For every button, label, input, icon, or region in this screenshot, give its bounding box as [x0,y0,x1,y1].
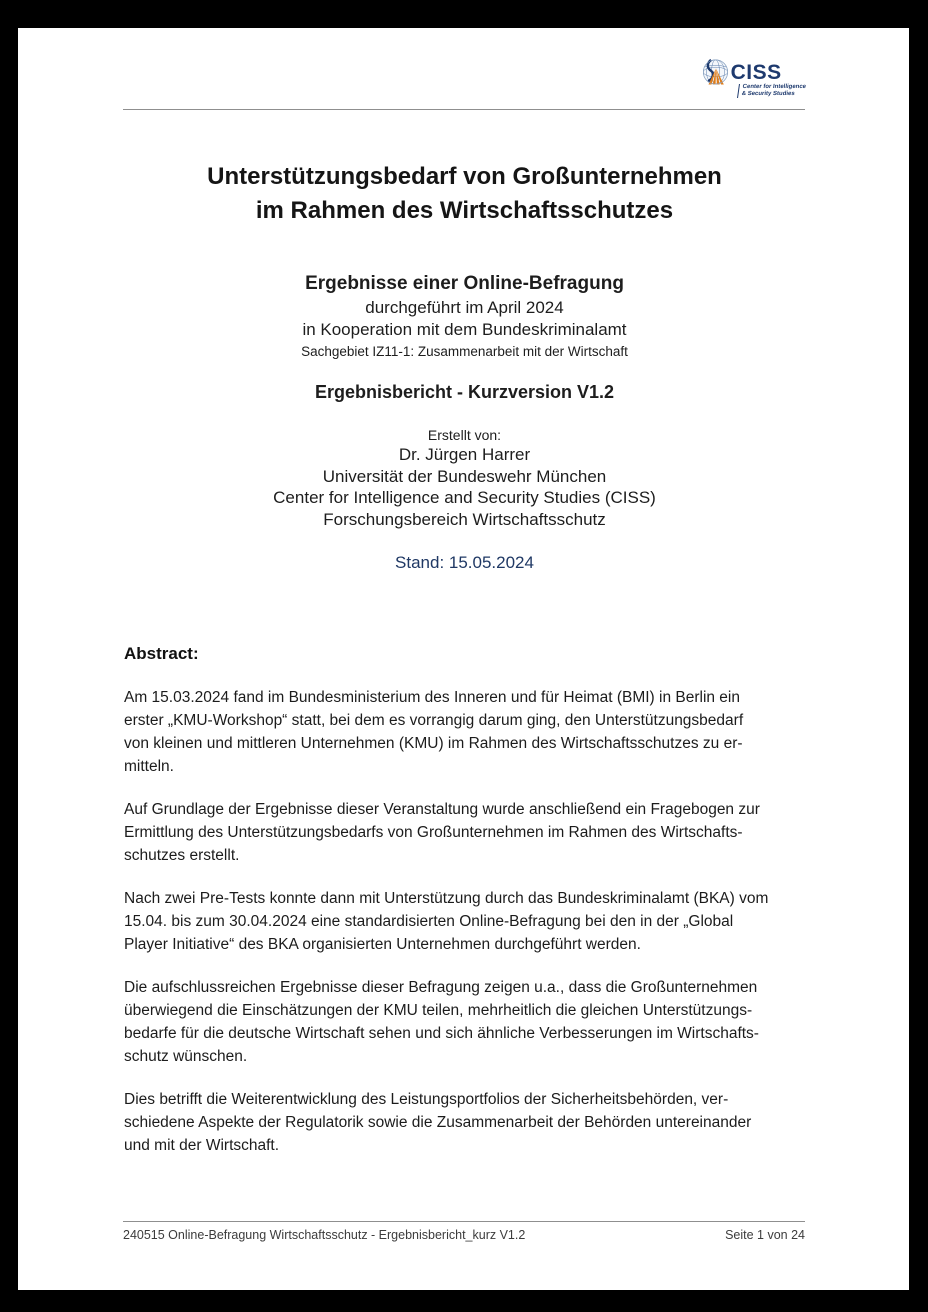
abstract-paragraph [124,976,805,1068]
abstract-text-line: von kleinen und mittleren Unternehmen (KMU) im Rahmen des Wirtschaftsschutzes zu er- [124,735,743,752]
author-name: Dr. Jürgen Harrer [398,445,531,464]
abstract-text-line: Ermittlung des Unterstützungsbedarfs von Großunternehmen im Rahmen des Wirtschafts- [124,824,743,841]
subtitle-block [124,272,805,361]
subtitle-cooperation: in Kooperation mit dem Bundeskriminalamt [302,320,627,339]
abstract-text-line: schutzes erstellt. [124,847,240,864]
logo-tagline-line2: & Security Studies [740,91,795,97]
page-footer [123,1221,805,1242]
abstract-text-line: mitteln. [124,758,174,775]
abstract-text-line: Dies betrifft die Weiterentwicklung des Leistungsportfolios der Sicherheitsbehörden, ver- [124,1091,729,1108]
abstract-text-line: Am 15.03.2024 fand im Bundesministerium des Inneren und für Heimat (BMI) in Berlin ein [124,689,740,706]
abstract-text-line: überwiegend die Einschätzungen der KMU teilen, mehrheitlich die gleichen Unterstützungs- [124,1002,753,1019]
report-version-heading: Ergebnisbericht - Kurzversion V1.2 [314,382,615,402]
footer-page-number: Seite 1 von 24 [725,1228,805,1242]
abstract-text-line: bedarfe für die deutsche Wirtschaft sehen und sich ähnliche Verbesserungen im Wirtschafts- [124,1025,759,1042]
logo-wordmark: CISS [730,61,782,84]
created-by-label: Erstellt von: [427,427,502,443]
logo-tagline-line1: Center for Intelligence [741,84,806,90]
abstract-paragraphs [124,686,805,1157]
page-title-line1: Unterstützungsbedarf von Großunternehmen [207,163,722,190]
footer-document-name: 240515 Online-Befragung Wirtschaftsschutz - Ergebnisbericht_kurz V1.2 [123,1228,526,1242]
subtitle-department: Sachgebiet IZ11-1: Zusammenarbeit mit der Wirtschaft [301,344,628,359]
page-title [124,160,805,228]
abstract-text-line: 15.04. bis zum 30.04.2024 eine standardisierten Online-Befragung bei den in der „Global [124,913,734,930]
abstract-text-line: Auf Grundlage der Ergebnisse dieser Veranstaltung wurde anschließend ein Fragebogen zur [124,801,760,818]
abstract-text-line: und mit der Wirtschaft. [124,1137,280,1154]
subtitle-conducted: durchgeführt im April 2024 [365,298,564,317]
affiliation-research-area: Forschungsbereich Wirtschaftsschutz [323,509,606,529]
report-date: Stand: 15.05.2024 [395,553,534,572]
affiliation-center: Center for Intelligence and Security Studies (CISS) [273,488,656,507]
abstract-paragraph [124,798,805,867]
abstract-text-line: Die aufschlussreichen Ergebnisse dieser Befragung zeigen u.a., dass die Großunternehmen [124,979,758,996]
abstract-text-line: Nach zwei Pre-Tests konnte dann mit Unterstützung durch das Bundeskriminalamt (BKA) vom [124,890,769,907]
abstract-text-line: schutz wünschen. [124,1048,248,1065]
abstract-text-line: erster „KMU-Workshop“ statt, bei dem es vorrangig darum ging, den Unterstützungsbedarf [124,712,744,729]
abstract-paragraph [124,686,805,778]
abstract-text-line: Player Initiative“ des BKA organisierten Unternehmen durchgeführt werden. [124,936,641,953]
page-title-line2: im Rahmen des Wirtschaftsschutzes [255,197,674,224]
subtitle-heading: Ergebnisse einer Online-Befragung [305,273,624,294]
abstract-text-line: schiedene Aspekte der Regulatorik sowie die Zusammenarbeit der Behörden untereinander [124,1114,752,1131]
abstract-paragraph [124,1088,805,1157]
affiliation-university: Universität der Bundeswehr München [322,466,607,486]
abstract-paragraph [124,887,805,956]
credits-block [124,426,805,530]
document-page [18,28,909,1290]
abstract-heading: Abstract: [124,644,199,663]
page-content [124,28,805,1157]
